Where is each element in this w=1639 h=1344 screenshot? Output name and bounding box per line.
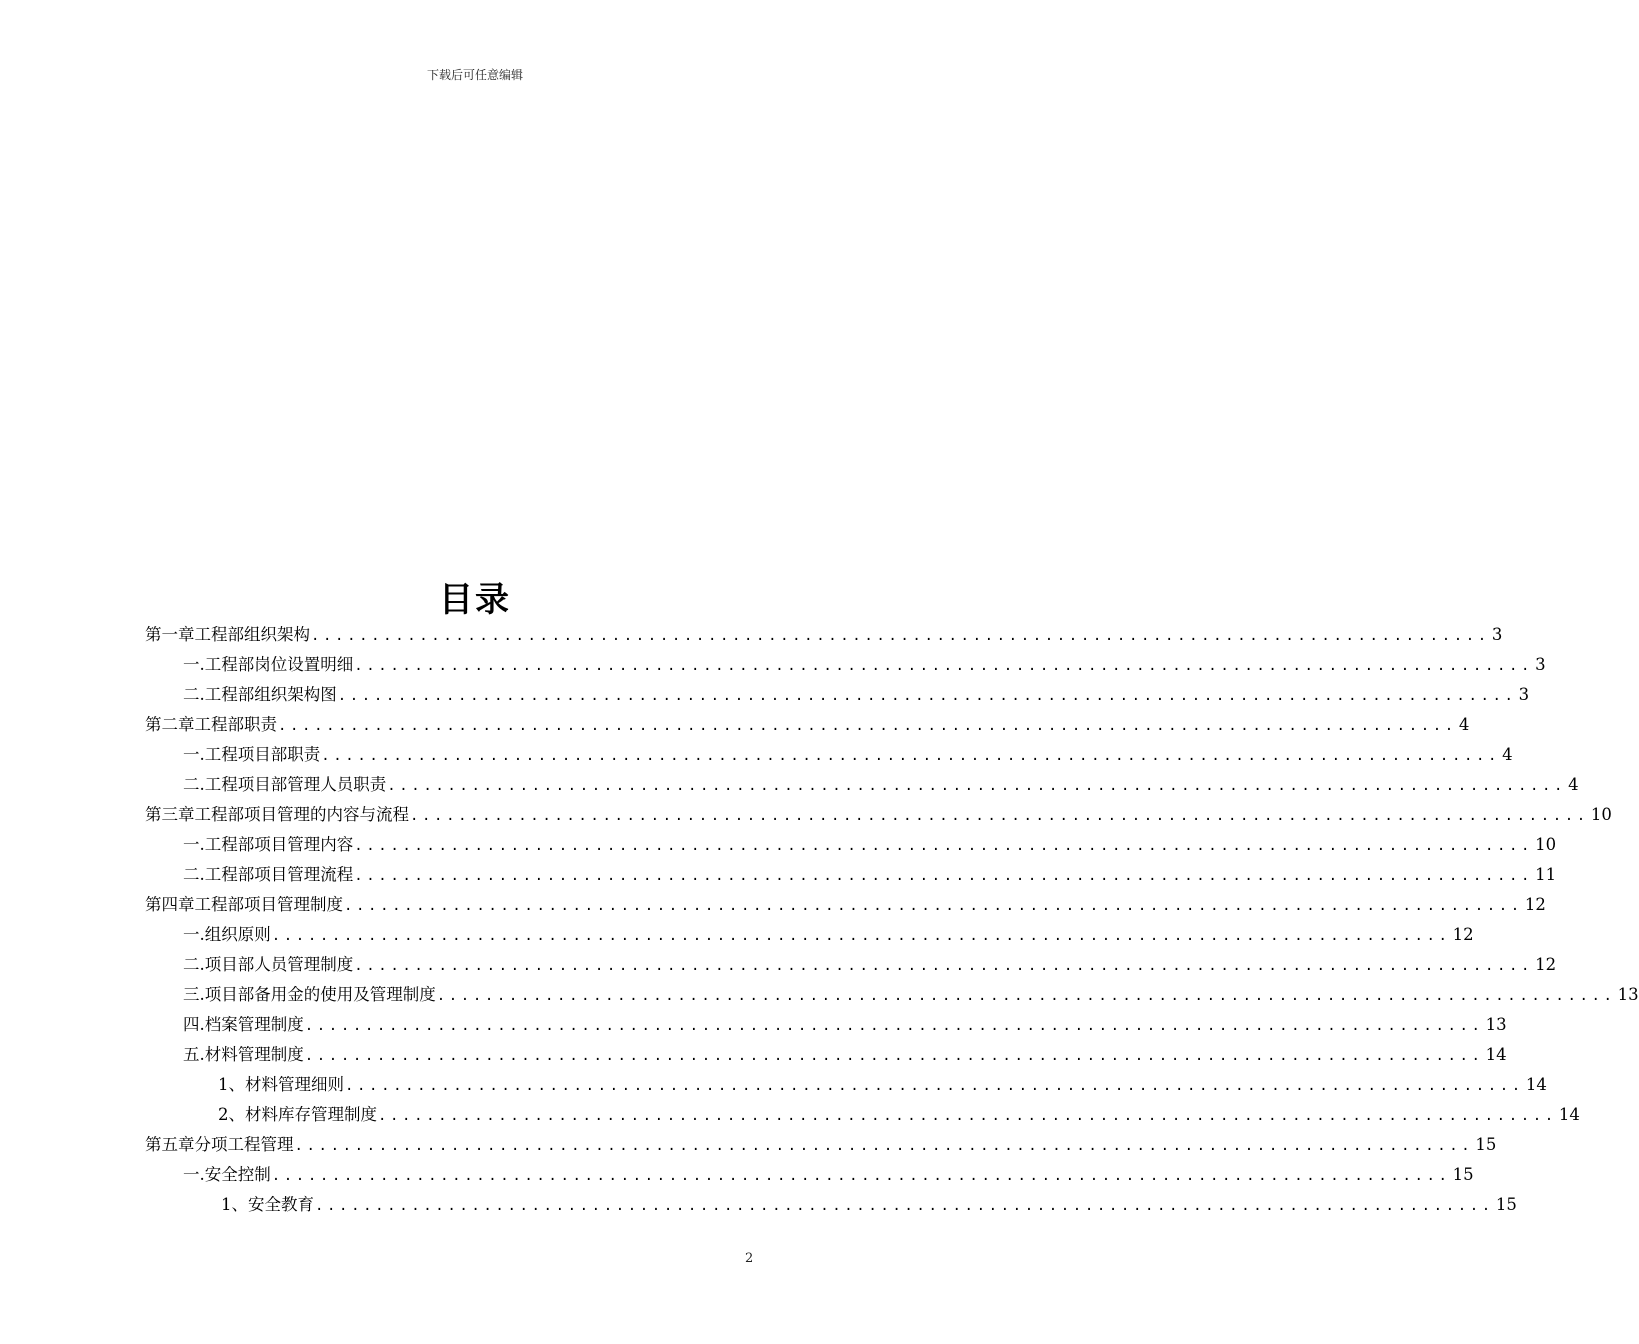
toc-entry-1-2[interactable] bbox=[183, 680, 1530, 710]
toc-entry-label: 材料库存管理制度 bbox=[245, 1105, 377, 1124]
toc-entry-label: 工程部岗位设置明细 bbox=[204, 655, 354, 674]
toc-entry-page: 15 bbox=[1452, 1165, 1474, 1184]
toc-leader-dots: .................................................................................................. bbox=[315, 1198, 1494, 1214]
header-note: 下载后可任意编辑 bbox=[426, 68, 523, 82]
toc-entry-number: 四. bbox=[183, 1015, 205, 1034]
toc-entry-page: 13 bbox=[1485, 1015, 1507, 1034]
toc-title: 目录 bbox=[439, 580, 511, 620]
toc-entry-label: 工程项目部职责 bbox=[204, 745, 321, 764]
toc-entry-page: 12 bbox=[1535, 955, 1557, 974]
toc-entry-page: 3 bbox=[1491, 625, 1503, 644]
toc-entry-2-2[interactable] bbox=[183, 770, 1579, 800]
toc-entry-4-5-2[interactable] bbox=[218, 1100, 1580, 1130]
page-number: 2 bbox=[745, 1251, 754, 1266]
toc-entry-page: 4 bbox=[1502, 745, 1513, 764]
toc-entry-page: 4 bbox=[1568, 775, 1579, 794]
toc-leader-dots: .................................................................................................. bbox=[410, 808, 1589, 824]
toc-leader-dots: .................................................................................................. bbox=[354, 658, 1534, 674]
toc-entry-label: 工程部项目管理制度 bbox=[194, 895, 343, 914]
toc-entry-number: 一. bbox=[183, 655, 205, 674]
toc-entry-label: 工程部职责 bbox=[194, 715, 277, 734]
toc-entry-number: 2、 bbox=[218, 1105, 245, 1124]
toc-entry-label: 项目部人员管理制度 bbox=[204, 955, 354, 974]
toc-entry-4-2[interactable] bbox=[183, 950, 1557, 980]
toc-entry-number: 二. bbox=[183, 865, 205, 884]
toc-entry-3-2[interactable] bbox=[183, 860, 1557, 890]
toc-entry-label: 安全教育 bbox=[248, 1195, 314, 1214]
toc-entry-label: 档案管理制度 bbox=[204, 1015, 304, 1034]
toc-entry-2-1[interactable] bbox=[183, 740, 1513, 770]
toc-entry-4-3[interactable] bbox=[183, 980, 1639, 1010]
toc-leader-dots: .................................................................................................. bbox=[271, 928, 1451, 944]
toc-entry-page: 14 bbox=[1558, 1105, 1580, 1124]
toc-entry-number: 一. bbox=[183, 835, 205, 854]
toc-entry-page: 3 bbox=[1535, 655, 1546, 674]
toc-entry-label: 材料管理细则 bbox=[245, 1075, 344, 1094]
toc-leader-dots: .................................................................................................. bbox=[304, 1048, 1484, 1064]
toc-entry-4-1[interactable] bbox=[183, 920, 1474, 950]
toc-entry-page: 12 bbox=[1524, 895, 1546, 914]
toc-entry-5-1[interactable] bbox=[183, 1160, 1474, 1190]
toc-entry-page: 14 bbox=[1485, 1045, 1507, 1064]
toc-entry-label: 工程部组织架构 bbox=[194, 625, 310, 644]
toc-entry-page: 13 bbox=[1617, 985, 1639, 1004]
toc-entry-number: 1、 bbox=[218, 1075, 245, 1094]
toc-entry-label: 工程部组织架构图 bbox=[204, 685, 337, 704]
toc-entry-page: 15 bbox=[1495, 1195, 1517, 1214]
toc-entry-number: 第五章 bbox=[145, 1135, 195, 1154]
toc-leader-dots: .................................................................................................. bbox=[436, 988, 1616, 1004]
toc-entry-label: 材料管理制度 bbox=[204, 1045, 304, 1064]
toc-entry-chapter-2[interactable] bbox=[145, 710, 1470, 740]
toc-entry-3-1[interactable] bbox=[183, 830, 1557, 860]
toc-entry-label: 工程部项目管理内容 bbox=[204, 835, 354, 854]
toc-entry-label: 分项工程管理 bbox=[194, 1135, 294, 1154]
toc-entry-page: 12 bbox=[1452, 925, 1474, 944]
toc-leader-dots: .................................................................................................. bbox=[311, 628, 1490, 644]
toc-entry-chapter-5[interactable] bbox=[145, 1130, 1497, 1160]
toc-entry-chapter-1[interactable] bbox=[145, 620, 1503, 650]
toc-leader-dots: .................................................................................................. bbox=[294, 1138, 1474, 1154]
toc-entry-number: 一. bbox=[183, 745, 205, 764]
toc-entry-page: 11 bbox=[1535, 865, 1557, 884]
toc-entry-number: 二. bbox=[183, 955, 205, 974]
toc-leader-dots: .................................................................................................. bbox=[354, 838, 1534, 854]
toc-entry-label: 安全控制 bbox=[204, 1165, 271, 1184]
toc-entry-4-5-1[interactable] bbox=[218, 1070, 1547, 1100]
toc-leader-dots: .................................................................................................. bbox=[304, 1018, 1484, 1034]
toc-entry-number: 二. bbox=[183, 685, 205, 704]
toc-entry-number: 三. bbox=[183, 985, 205, 1004]
toc-entry-4-5[interactable] bbox=[183, 1040, 1507, 1070]
toc-entry-number: 五. bbox=[183, 1045, 205, 1064]
toc-entry-chapter-3[interactable] bbox=[145, 800, 1612, 830]
toc-entry-chapter-4[interactable] bbox=[145, 890, 1546, 920]
toc-leader-dots: .................................................................................................. bbox=[345, 1078, 1524, 1094]
toc-leader-dots: .................................................................................................. bbox=[387, 778, 1567, 794]
toc-entry-label: 工程项目部管理人员职责 bbox=[204, 775, 387, 794]
toc-entry-number: 第四章 bbox=[145, 895, 195, 914]
toc-leader-dots: .................................................................................................. bbox=[271, 1168, 1451, 1184]
toc-entry-number: 一. bbox=[183, 925, 205, 944]
toc-entry-number: 第一章 bbox=[145, 625, 195, 644]
toc-leader-dots: .................................................................................................. bbox=[321, 748, 1501, 764]
toc-leader-dots: .................................................................................................. bbox=[378, 1108, 1557, 1124]
toc-entry-4-4[interactable] bbox=[183, 1010, 1507, 1040]
toc-leader-dots: .................................................................................................. bbox=[337, 688, 1517, 704]
toc-entry-number: 第三章 bbox=[145, 805, 195, 824]
toc-entry-page: 15 bbox=[1475, 1135, 1497, 1154]
toc-entry-page: 10 bbox=[1590, 805, 1612, 824]
toc-entry-page: 14 bbox=[1525, 1075, 1547, 1094]
toc-entry-page: 3 bbox=[1518, 685, 1530, 704]
toc-entry-number: 1、 bbox=[221, 1195, 248, 1214]
toc-entry-number: 二. bbox=[183, 775, 205, 794]
toc-leader-dots: .................................................................................................. bbox=[344, 898, 1523, 914]
toc-entry-number: 第二章 bbox=[145, 715, 195, 734]
toc-entry-page: 4 bbox=[1458, 715, 1470, 734]
toc-entry-label: 工程部项目管理流程 bbox=[204, 865, 354, 884]
toc-leader-dots: .................................................................................................. bbox=[278, 718, 1457, 734]
toc-entry-label: 组织原则 bbox=[204, 925, 271, 944]
toc-leader-dots: .................................................................................................. bbox=[354, 958, 1534, 974]
toc-entry-label: 工程部项目管理的内容与流程 bbox=[194, 805, 409, 824]
toc-entry-label: 项目部备用金的使用及管理制度 bbox=[204, 985, 436, 1004]
toc-entry-1-1[interactable] bbox=[183, 650, 1546, 680]
toc-leader-dots: .................................................................................................. bbox=[354, 868, 1534, 884]
toc-entry-5-1-1[interactable] bbox=[221, 1190, 1517, 1220]
toc-entry-page: 10 bbox=[1535, 835, 1557, 854]
toc-entry-number: 一. bbox=[183, 1165, 205, 1184]
